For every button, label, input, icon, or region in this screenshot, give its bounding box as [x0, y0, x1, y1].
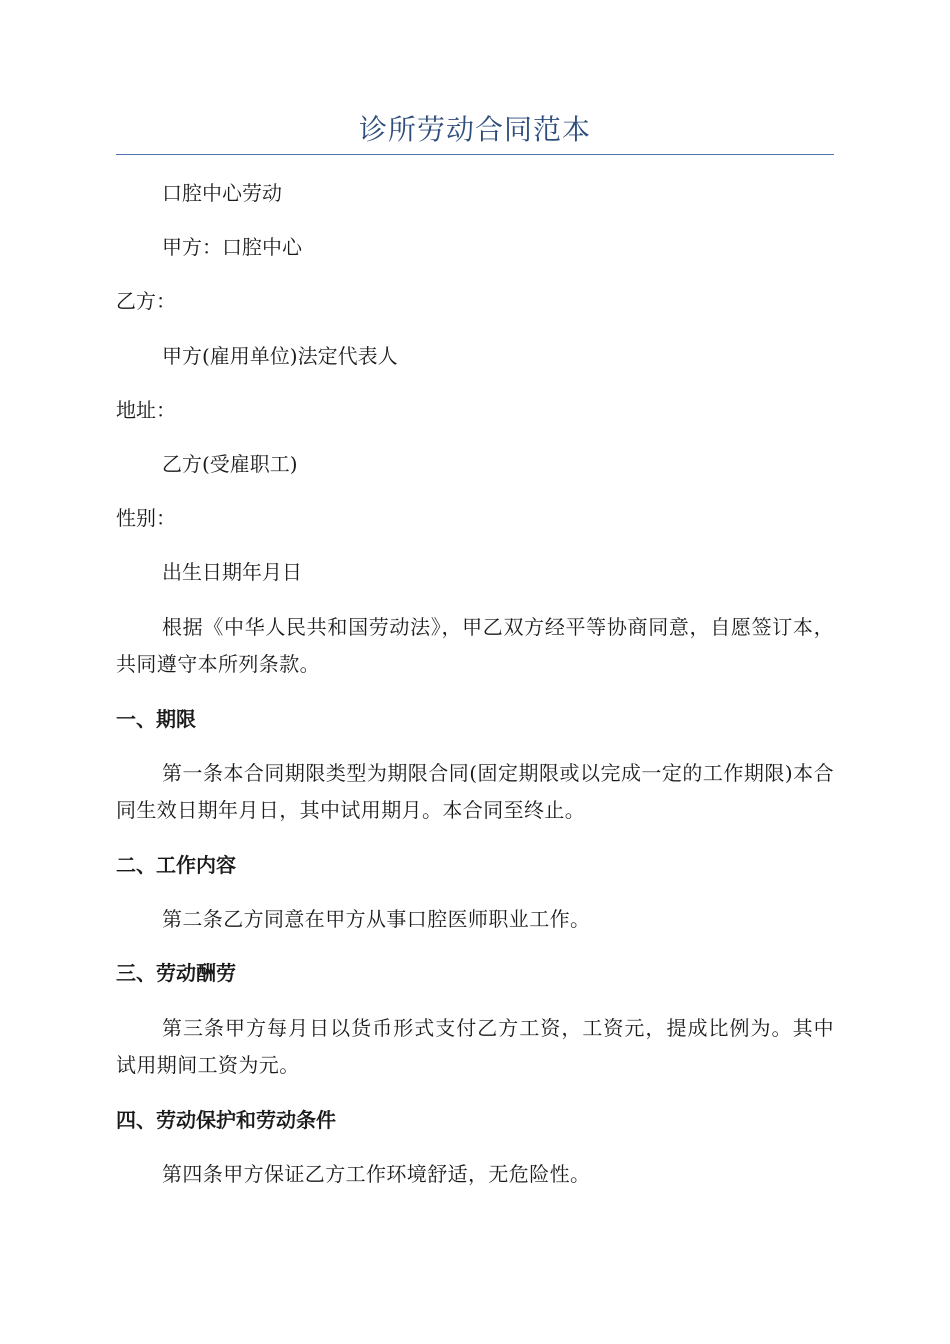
section-body-term: 第一条本合同期限类型为期限合同(固定期限或以完成一定的工作期限)本合同生效日期年月日，其中试用期月。本合同至终止。	[116, 761, 834, 822]
legal-representative-line: 甲方(雇用单位)法定代表人	[162, 344, 398, 368]
section-heading-term: 一、期限	[116, 707, 196, 731]
section-heading-remuneration: 三、劳动酬劳	[116, 961, 236, 985]
birth-date-line: 出生日期年月日	[162, 560, 302, 584]
party-a-line: 甲方：口腔中心	[162, 235, 302, 259]
section-heading-work-content: 二、工作内容	[116, 853, 236, 877]
document-title: 诊所劳动合同范本	[358, 113, 591, 146]
title-underline	[116, 154, 834, 155]
address-line: 地址：	[116, 398, 176, 422]
section-heading-labor-protection: 四、劳动保护和劳动条件	[116, 1108, 336, 1132]
section-body-work-content: 第二条乙方同意在甲方从事口腔医师职业工作。	[162, 907, 591, 931]
intro-paragraph: 根据《中华人民共和国劳动法》，甲乙双方经平等协商同意，自愿签订本，共同遵守本所列条款。	[116, 615, 834, 676]
gender-line: 性别：	[116, 506, 176, 530]
employee-line: 乙方(受雇职工)	[162, 452, 298, 476]
party-header-line: 口腔中心劳动	[162, 181, 282, 205]
party-b-line: 乙方：	[116, 289, 176, 313]
section-body-labor-protection: 第四条甲方保证乙方工作环境舒适，无危险性。	[162, 1162, 591, 1186]
section-body-remuneration: 第三条甲方每月日以货币形式支付乙方工资，工资元，提成比例为。其中试用期间工资为元。	[116, 1016, 834, 1077]
